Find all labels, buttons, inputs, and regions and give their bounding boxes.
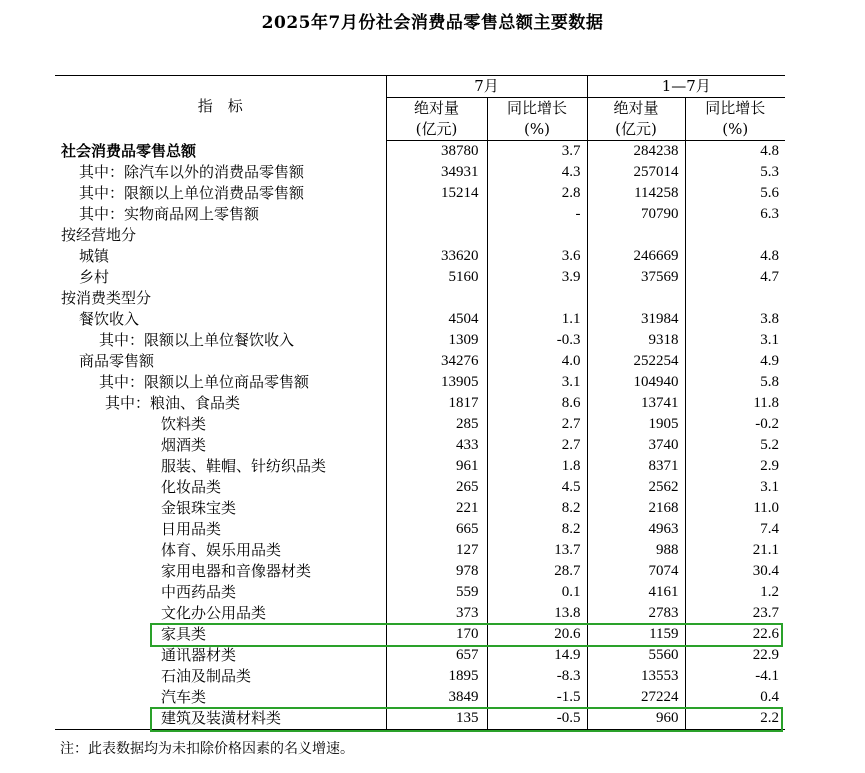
ytd-abs-value: 284238: [587, 141, 685, 163]
july-abs-value: [386, 225, 487, 246]
july-growth-value: 8.2: [487, 498, 587, 519]
row-label: 汽车类: [161, 688, 207, 706]
row-label: 其中：实物商品网上零售额: [79, 205, 260, 223]
july-growth-value: 3.6: [487, 246, 587, 267]
ytd-abs-value: 4161: [587, 582, 685, 603]
ytd-growth-value: 4.8: [685, 141, 785, 163]
ytd-growth-value: 23.7: [685, 603, 785, 624]
july-abs-value: 33620: [386, 246, 487, 267]
table-row: [55, 666, 785, 687]
row-label: 其中：除汽车以外的消费品零售额: [79, 163, 305, 181]
growth-unit-2: (%): [685, 119, 785, 141]
july-abs-value: 221: [386, 498, 487, 519]
row-label: 金银珠宝类: [161, 499, 237, 517]
july-abs-value: 15214: [386, 183, 487, 204]
table-row: [55, 687, 785, 708]
july-abs-value: 961: [386, 456, 487, 477]
table-row: [55, 435, 785, 456]
ytd-abs-value: 9318: [587, 330, 685, 351]
july-abs-value: [386, 288, 487, 309]
july-growth-value: 3.9: [487, 267, 587, 288]
july-abs-value: 978: [386, 561, 487, 582]
table-row: [55, 393, 785, 414]
july-growth-value: -1.5: [487, 687, 587, 708]
table-row: [55, 225, 785, 246]
july-abs-value: 127: [386, 540, 487, 561]
ytd-abs-value: 246669: [587, 246, 685, 267]
ytd-abs-value: 104940: [587, 372, 685, 393]
july-abs-value: 373: [386, 603, 487, 624]
row-highlight-box: [150, 623, 783, 647]
row-label: 社会消费品零售总额: [61, 141, 197, 160]
table-row: [55, 561, 785, 582]
row-label: 其中：限额以上单位餐饮收入: [99, 331, 295, 349]
july-abs-value: 265: [386, 477, 487, 498]
table-row: [55, 372, 785, 393]
row-label: 商品零售额: [79, 352, 155, 370]
row-label: 餐饮收入: [79, 310, 140, 328]
period-jan-july-header: 1—7月: [587, 76, 785, 98]
row-label: 中西药品类: [161, 583, 237, 601]
table-row: [55, 645, 785, 666]
abs-unit-1: (亿元): [386, 119, 487, 141]
table-row: [55, 351, 785, 372]
july-abs-value: 559: [386, 582, 487, 603]
row-label: 化妆品类: [161, 478, 222, 496]
ytd-growth-value: 2.2: [685, 708, 785, 730]
ytd-abs-value: 8371: [587, 456, 685, 477]
july-growth-value: 8.6: [487, 393, 587, 414]
table-row: [55, 330, 785, 351]
ytd-abs-value: 2783: [587, 603, 685, 624]
table-row: [55, 162, 785, 183]
july-abs-value: 285: [386, 414, 487, 435]
july-growth-value: 2.7: [487, 414, 587, 435]
ytd-abs-value: 5560: [587, 645, 685, 666]
ytd-growth-value: 30.4: [685, 561, 785, 582]
row-label: 饮料类: [161, 415, 207, 433]
ytd-abs-value: 3740: [587, 435, 685, 456]
ytd-growth-value: 7.4: [685, 519, 785, 540]
ytd-growth-value: 22.9: [685, 645, 785, 666]
july-abs-value: [386, 204, 487, 225]
july-abs-value: 13905: [386, 372, 487, 393]
july-growth-value: 14.9: [487, 645, 587, 666]
row-label: 按消费类型分: [61, 289, 152, 307]
indicator-header: 指 标: [55, 76, 386, 141]
table-row: [55, 603, 785, 624]
row-label: 体育、娱乐用品类: [161, 541, 282, 559]
row-label: 城镇: [79, 247, 110, 265]
july-growth-value: 0.1: [487, 582, 587, 603]
july-abs-value: 135: [386, 708, 487, 730]
july-growth-value: [487, 225, 587, 246]
july-abs-value: 1895: [386, 666, 487, 687]
row-label: 家具类: [161, 625, 207, 643]
growth-header-1: 同比增长: [487, 98, 587, 120]
ytd-abs-value: 257014: [587, 162, 685, 183]
ytd-growth-value: 5.6: [685, 183, 785, 204]
july-abs-value: 38780: [386, 141, 487, 163]
july-abs-value: 433: [386, 435, 487, 456]
row-label: 按经营地分: [61, 226, 137, 244]
ytd-growth-value: 5.2: [685, 435, 785, 456]
ytd-abs-value: 114258: [587, 183, 685, 204]
july-growth-value: 4.5: [487, 477, 587, 498]
ytd-abs-value: 2168: [587, 498, 685, 519]
row-label: 日用品类: [161, 520, 222, 538]
ytd-abs-value: 4963: [587, 519, 685, 540]
ytd-abs-value: 37569: [587, 267, 685, 288]
ytd-growth-value: 6.3: [685, 204, 785, 225]
footnote: 注：此表数据均为未扣除价格因素的名义增速。: [60, 741, 354, 757]
ytd-abs-value: 27224: [587, 687, 685, 708]
july-growth-value: 3.7: [487, 141, 587, 163]
ytd-abs-value: 252254: [587, 351, 685, 372]
july-growth-value: -8.3: [487, 666, 587, 687]
july-abs-value: 1309: [386, 330, 487, 351]
row-label: 家用电器和音像器材类: [161, 562, 312, 580]
ytd-growth-value: 3.1: [685, 330, 785, 351]
growth-header-2: 同比增长: [685, 98, 785, 120]
ytd-abs-value: 960: [587, 708, 685, 730]
july-growth-value: 3.1: [487, 372, 587, 393]
ytd-abs-value: 1159: [587, 624, 685, 645]
july-growth-value: 20.6: [487, 624, 587, 645]
july-growth-value: 2.8: [487, 183, 587, 204]
july-growth-value: -0.3: [487, 330, 587, 351]
ytd-growth-value: 3.8: [685, 309, 785, 330]
july-growth-value: 2.7: [487, 435, 587, 456]
ytd-abs-value: 31984: [587, 309, 685, 330]
ytd-growth-value: 4.7: [685, 267, 785, 288]
july-growth-value: 13.7: [487, 540, 587, 561]
table-row: [55, 582, 785, 603]
july-growth-value: 4.0: [487, 351, 587, 372]
ytd-growth-value: 4.9: [685, 351, 785, 372]
ytd-abs-value: 1905: [587, 414, 685, 435]
july-growth-value: -0.5: [487, 708, 587, 730]
table-row: [55, 183, 785, 204]
ytd-abs-value: [587, 225, 685, 246]
period-july-header: 7月: [386, 76, 587, 98]
table-row: [55, 141, 785, 163]
july-growth-value: [487, 288, 587, 309]
row-label: 烟酒类: [161, 436, 207, 454]
row-label: 其中：限额以上单位消费品零售额: [79, 184, 305, 202]
row-label: 其中：粮油、食品类: [105, 394, 241, 412]
table-row: [55, 204, 785, 225]
july-abs-value: 1817: [386, 393, 487, 414]
abs-header-1: 绝对量: [386, 98, 487, 120]
ytd-growth-value: 3.1: [685, 477, 785, 498]
row-label: 建筑及装潢材料类: [55, 708, 386, 730]
ytd-growth-value: -0.2: [685, 414, 785, 435]
ytd-growth-value: 5.3: [685, 162, 785, 183]
ytd-growth-value: 11.8: [685, 393, 785, 414]
july-abs-value: 5160: [386, 267, 487, 288]
ytd-growth-value: 22.6: [685, 624, 785, 645]
july-abs-value: 4504: [386, 309, 487, 330]
table-row: [55, 309, 785, 330]
row-label: 服装、鞋帽、针纺织品类: [161, 457, 327, 475]
ytd-abs-value: 988: [587, 540, 685, 561]
july-growth-value: -: [487, 204, 587, 225]
ytd-growth-value: -4.1: [685, 666, 785, 687]
row-label: 文化办公用品类: [161, 604, 267, 622]
growth-unit-1: (%): [487, 119, 587, 141]
july-abs-value: 3849: [386, 687, 487, 708]
ytd-growth-value: [685, 225, 785, 246]
july-abs-value: 170: [386, 624, 487, 645]
ytd-growth-value: 1.2: [685, 582, 785, 603]
ytd-growth-value: 2.9: [685, 456, 785, 477]
row-label: 乡村: [79, 268, 110, 286]
row-highlight-box: [150, 707, 783, 732]
july-growth-value: 4.3: [487, 162, 587, 183]
table-row: [55, 540, 785, 561]
row-label: 通讯器材类: [161, 646, 237, 664]
table-row: [55, 519, 785, 540]
ytd-abs-value: 2562: [587, 477, 685, 498]
july-abs-value: 34276: [386, 351, 487, 372]
table-row: [55, 246, 785, 267]
row-label: 石油及制品类: [161, 667, 252, 685]
abs-header-2: 绝对量: [587, 98, 685, 120]
row-label: 其中：限额以上单位商品零售额: [99, 373, 310, 391]
july-abs-value: 34931: [386, 162, 487, 183]
ytd-growth-value: 11.0: [685, 498, 785, 519]
table-row: [55, 288, 785, 309]
ytd-abs-value: [587, 288, 685, 309]
ytd-abs-value: 7074: [587, 561, 685, 582]
july-growth-value: 1.1: [487, 309, 587, 330]
ytd-growth-value: 0.4: [685, 687, 785, 708]
table-row: [55, 267, 785, 288]
july-growth-value: 13.8: [487, 603, 587, 624]
table-row: [55, 414, 785, 435]
abs-unit-2: (亿元): [587, 119, 685, 141]
ytd-growth-value: 21.1: [685, 540, 785, 561]
july-growth-value: 28.7: [487, 561, 587, 582]
ytd-growth-value: [685, 288, 785, 309]
ytd-growth-value: 5.8: [685, 372, 785, 393]
table-row: [55, 498, 785, 519]
july-growth-value: 1.8: [487, 456, 587, 477]
ytd-abs-value: 70790: [587, 204, 685, 225]
july-abs-value: 665: [386, 519, 487, 540]
july-abs-value: 657: [386, 645, 487, 666]
ytd-abs-value: 13553: [587, 666, 685, 687]
ytd-abs-value: 13741: [587, 393, 685, 414]
table-row: [55, 456, 785, 477]
ytd-growth-value: 4.8: [685, 246, 785, 267]
july-growth-value: 8.2: [487, 519, 587, 540]
page-title: 2025年7月份社会消费品零售总额主要数据: [261, 13, 604, 33]
table-row: [55, 477, 785, 498]
